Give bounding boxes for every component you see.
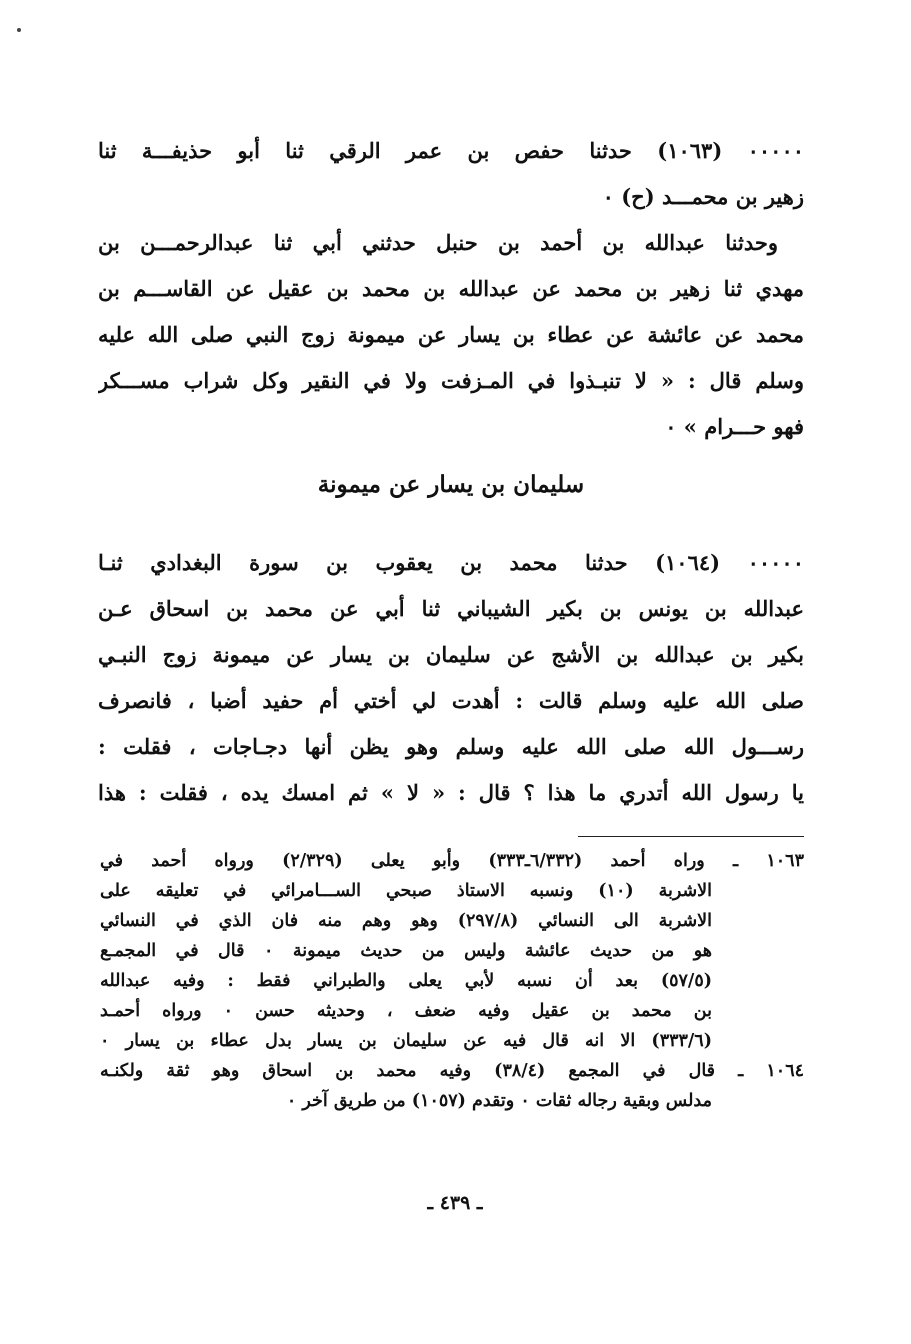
footnote-separator (578, 836, 804, 837)
text-line: وسلم قال : « لا تنبـذوا في المـزفت ولا في النقير وكل شراب مســـكر (98, 368, 804, 393)
text-line: ٠٠٠٠٠ (١٠٦٤) حدثنا محمد بن يعقوب بن سورة البغدادي ثنـا (98, 550, 804, 575)
footnote-line: الاشربة الى النسائي (٢٩٧/٨) وهو وهم منه فان الذي في النسائي (100, 911, 712, 931)
text-line: يا رسول الله أتدري ما هذا ؟ قال : « لا » ثم امسك يده ، فقلت : هذا (98, 780, 804, 805)
footnote-line: الاشربة (١٠) ونسبه الاستاذ صبحي الســـامرائي في تعليقه على (100, 881, 712, 901)
text-line: عبدالله بن يونس بن بكير الشيباني ثنا أبي عن محمد بن اسحاق عـن (98, 596, 804, 621)
text-line: ٠٠٠٠٠ (١٠٦٣) حدثنا حفص بن عمر الرقي ثنا أبو حذيفـــة ثنا (98, 138, 804, 163)
footnote-line: (٥٧/٥) بعد أن نسبه لأبي يعلى والطبراني فقط : وفيه عبدالله (100, 971, 712, 991)
text-line: وحدثنا عبدالله بن أحمد بن حنبل حدثني أبي ثنا عبدالرحمـــن بن (98, 230, 778, 255)
footnote-line: ١٠٦٤ ـ قال في المجمع (٣٨/٤) وفيه محمد بن اسحاق وهو ثقة ولكنـه (100, 1061, 804, 1081)
footnote-line: مدلس وبقية رجاله ثقات ٠ وتقدم (١٠٥٧) من طريق آخر ٠ (286, 1091, 712, 1111)
page-number: ـ ٤٣٩ ـ (427, 1192, 483, 1214)
text-line: محمد عن عائشة عن عطاء بن يسار عن ميمونة زوج النبي صلى الله عليه (98, 322, 804, 347)
text-line: فهو حـــرام » ٠ (665, 414, 804, 439)
footnote-line: بن محمد بن عقيل وفيه ضعف ، وحديثه حسن ٠ ورواه أحمـد (100, 1001, 712, 1021)
footnote-line: (٣٣٣/٦) الا انه قال فيه عن سليمان بن يسار بدل عطاء بن يسار ٠ (100, 1031, 712, 1051)
footnote-line: هو من حديث عائشة وليس من حديث ميمونة ٠ قال في المجمـع (100, 941, 712, 961)
hadith-1063-text (98, 128, 804, 450)
footnote-line: ١٠٦٣ ـ وراه أحمد (٦/٣٣٢ـ٣٣٣) وأبو يعلى (٢/٣٢٩) ورواه أحمد في (100, 851, 804, 871)
hadith-1064-text (98, 540, 804, 816)
section-heading: سليمان بن يسار عن ميمونة (317, 471, 585, 498)
text-line: زهير بن محمـــد (ح) ٠ (602, 184, 804, 209)
footnotes (100, 846, 804, 1116)
text-line: رســـول الله صلى الله عليه وسلم وهو يظن أنها دجـاجات ، فقلت : (98, 734, 804, 759)
text-line: مهدي ثنا زهير بن محمد عن عبدالله بن محمد بن عقيل عن القاســـم بن (98, 276, 804, 301)
scan-mark (17, 28, 21, 32)
text-line: صلى الله عليه وسلم قالت : أهدت لي أختي أم حفيد أضبا ، فانصرف (98, 688, 804, 713)
text-line: بكير بن عبدالله بن الأشج عن سليمان بن يسار عن ميمونة زوج النبـي (98, 642, 804, 667)
